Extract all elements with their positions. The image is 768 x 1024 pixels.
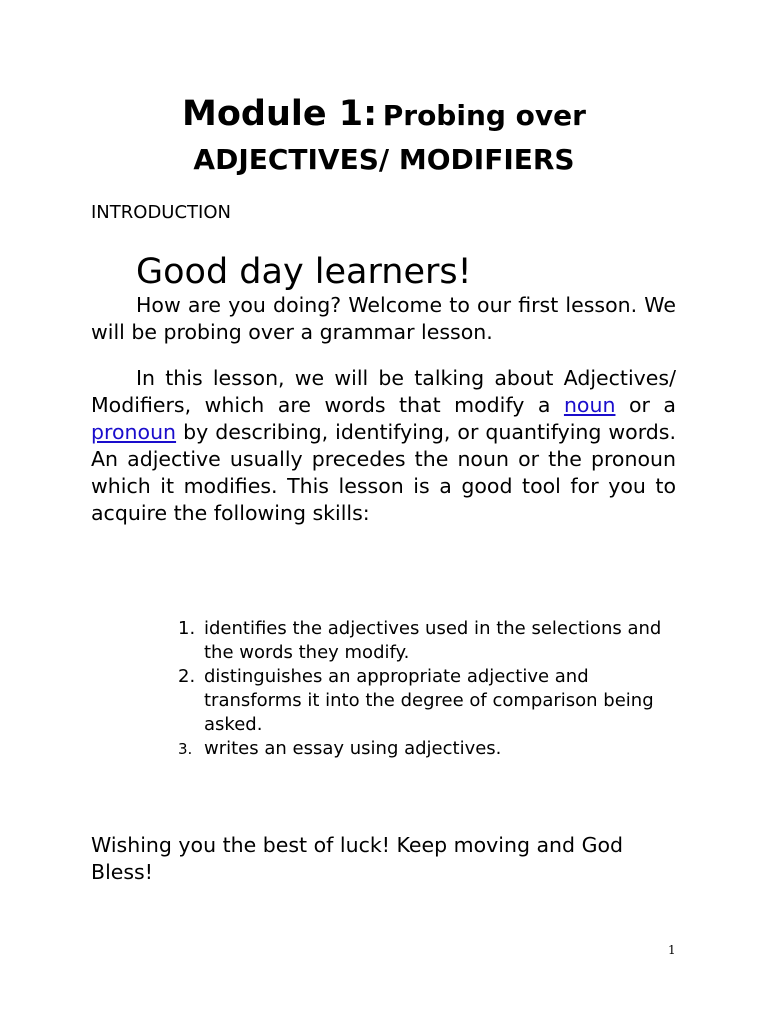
paragraph-text-part3: by describing, identifying, or quantifying words. An adjective usually precedes the noun or the pronoun which it modifies. This lesson is a good tool for you to acquire the following skills: bbox=[91, 420, 676, 525]
title-module-number: Module 1: bbox=[182, 94, 378, 134]
paragraph-lesson-description bbox=[91, 365, 676, 527]
list-item-number: 2. bbox=[178, 666, 196, 687]
pronoun-link[interactable]: pronoun bbox=[91, 420, 177, 444]
list-item-number: 3. bbox=[178, 740, 193, 758]
greeting-heading: Good day learners! bbox=[136, 252, 472, 292]
list-item-text: distinguishes an appropriate adjective and transforms it into the degree of comparison being asked. bbox=[204, 666, 654, 735]
introduction-heading: INTRODUCTION bbox=[91, 202, 231, 223]
paragraph-welcome: How are you doing? Welcome to our first lesson. We will be probing over a grammar lesson. bbox=[91, 293, 676, 344]
title-topic-start: Probing over bbox=[382, 99, 586, 132]
list-item-text: writes an essay using adjectives. bbox=[204, 738, 502, 759]
page-number: 1 bbox=[668, 943, 676, 957]
list-item bbox=[178, 737, 678, 761]
list-item bbox=[178, 617, 678, 665]
module-title bbox=[0, 92, 768, 178]
closing-message: Wishing you the best of luck! Keep moving and God Bless! bbox=[91, 833, 624, 884]
noun-link[interactable]: noun bbox=[563, 393, 616, 417]
list-item-text: identifies the adjectives used in the selections and the words they modify. bbox=[204, 618, 662, 663]
list-item-number: 1. bbox=[178, 618, 196, 639]
title-line-1 bbox=[0, 92, 768, 142]
paragraph-text-part2: or a bbox=[615, 393, 676, 417]
title-line-2: ADJECTIVES/ MODIFIERS bbox=[193, 143, 575, 176]
paragraph-text-part1: In this lesson, we will be talking about Adjectives/ Modifiers, which are words that modify a bbox=[91, 366, 676, 417]
list-item bbox=[178, 665, 678, 737]
skills-list bbox=[178, 617, 678, 761]
